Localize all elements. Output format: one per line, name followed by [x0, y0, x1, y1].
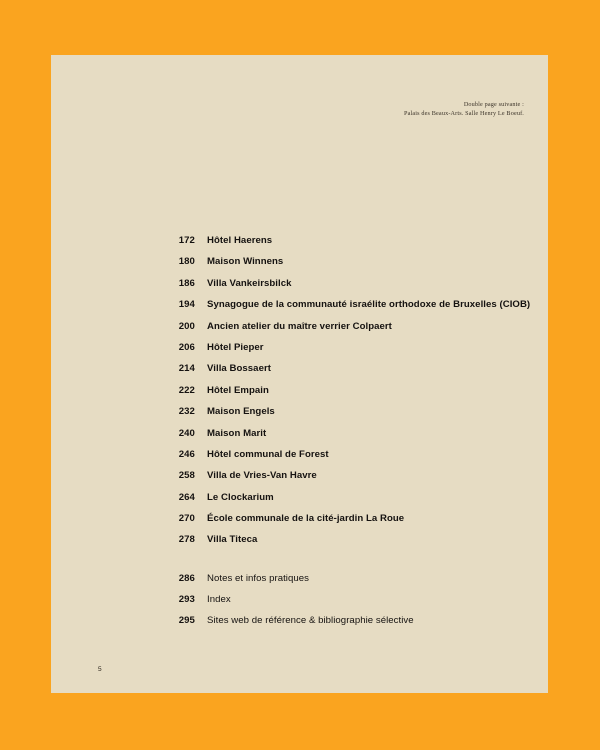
toc-entry-title: Notes et infos pratiques: [207, 572, 309, 584]
toc-entry-title: Sites web de référence & bibliographie sélective: [207, 614, 414, 626]
toc-entry[interactable]: [51, 363, 548, 384]
toc-entry-page: 278: [178, 534, 195, 546]
toc-entry-page: 246: [178, 448, 195, 460]
toc-entry[interactable]: [51, 594, 548, 615]
toc-entry-title: Villa de Vries-Van Havre: [207, 470, 317, 482]
toc-entry-title: Ancien atelier du maître verrier Colpaert: [207, 320, 392, 332]
toc-entry[interactable]: [51, 385, 548, 406]
toc-entry-page: 172: [178, 235, 195, 246]
toc-entry-page: 264: [178, 491, 195, 503]
book-page: [51, 55, 548, 693]
toc-entry-page: 214: [178, 363, 195, 375]
toc-entry-page: 206: [178, 341, 195, 353]
toc-entry-title: Synagogue de la communauté israélite orthodoxe de Bruxelles (CIOB): [207, 299, 531, 311]
toc-entry[interactable]: [51, 235, 548, 256]
toc-entry-title: Maison Engels: [207, 406, 275, 418]
toc-entry[interactable]: [51, 342, 548, 363]
toc-entry[interactable]: [51, 321, 548, 342]
figure-caption: [264, 100, 524, 118]
toc-entry-page: 293: [178, 593, 195, 605]
toc-entry[interactable]: [51, 256, 548, 277]
table-of-contents: [51, 235, 548, 636]
toc-entry[interactable]: [51, 470, 548, 491]
toc-entry-title: Villa Titeca: [207, 534, 258, 546]
toc-entry-title: Le Clockarium: [207, 491, 274, 503]
toc-entry[interactable]: [51, 278, 548, 299]
toc-entry-title: Hôtel Haerens: [207, 235, 273, 246]
toc-entry-title: Index: [207, 593, 231, 605]
caption-line-1: Double page suivante :: [463, 101, 524, 108]
toc-entry[interactable]: [51, 573, 548, 594]
toc-entry-title: Villa Bossaert: [207, 363, 271, 375]
toc-entry[interactable]: [51, 299, 548, 320]
toc-entry-page: 295: [178, 614, 195, 626]
toc-entry-page: 194: [178, 299, 195, 311]
toc-entry[interactable]: [51, 492, 548, 513]
page-number: 5: [98, 666, 102, 673]
toc-entry-page: 270: [178, 513, 195, 525]
toc-entry-page: 240: [178, 427, 195, 439]
toc-entry-page: 222: [178, 384, 195, 396]
toc-entry-page: 258: [178, 470, 195, 482]
toc-entry-title: Hôtel Pieper: [207, 341, 264, 353]
toc-entry-title: Hôtel communal de Forest: [207, 448, 329, 460]
toc-entry-title: École communale de la cité-jardin La Roue: [207, 513, 405, 525]
caption-line-2: Palais des Beaux-Arts. Salle Henry Le Boeuf.: [403, 110, 524, 118]
toc-entry-title: Maison Winnens: [207, 256, 284, 268]
toc-entry[interactable]: [51, 513, 548, 534]
toc-entry[interactable]: [51, 406, 548, 427]
toc-entry-page: 180: [178, 256, 195, 268]
toc-entry-page: 232: [178, 406, 195, 418]
toc-entry-title: Hôtel Empain: [207, 384, 269, 396]
toc-backmatter-group: [51, 573, 548, 636]
toc-chapter-group: [51, 235, 548, 556]
toc-entry-page: 186: [178, 277, 195, 289]
toc-entry[interactable]: [51, 449, 548, 470]
toc-entry-page: 286: [178, 572, 195, 584]
toc-entry[interactable]: [51, 428, 548, 449]
toc-entry[interactable]: [51, 534, 548, 555]
toc-entry-title: Maison Marit: [207, 427, 267, 439]
toc-entry[interactable]: [51, 615, 548, 636]
toc-entry-page: 200: [178, 320, 195, 332]
toc-entry-title: Villa Vankeirsbilck: [207, 277, 292, 289]
